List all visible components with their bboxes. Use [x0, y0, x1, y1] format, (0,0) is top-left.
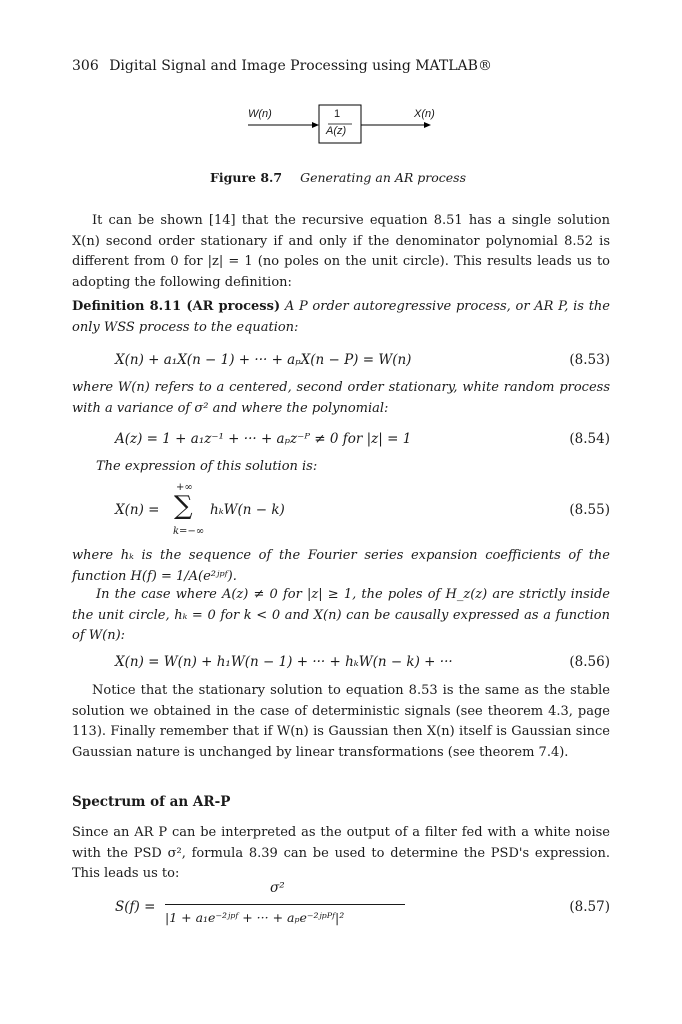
equation-number-8-55: (8.55) [569, 502, 610, 518]
spectrum-paragraph: Since an AR P can be interpreted as the output of a filter fed with a white noise with the PSD σ², formula 8.39 can be used to determine the PSD's expression. This leads us to: [72, 825, 610, 881]
definition-text: A P order autoregressive process, or AR P, is the only WSS process to the equation: [72, 299, 610, 335]
where-paragraph-2: where hₖ is the sequence of the Fourier series expansion coefficients of the function H(f) = 1/A(e²ʲᵖᶠ). [72, 548, 610, 584]
output-label: X(n) [414, 108, 435, 120]
notice-paragraph: Notice that the stationary solution to equation 8.53 is the same as the stable solution we obtained in the case of deterministic signals (see theorem 4.3, page 113). Finally remember that if W(n) is Gaussian then X(n) itself is Gaussian since Gaussian nature is unchanged by linear transformations (see theorem 7.4). [72, 683, 610, 760]
fraction-bar [165, 904, 405, 905]
equation-8-54: A(z) = 1 + a₁z⁻¹ + ··· + aₚz⁻ᴾ ≠ 0 for |z| = 1 [115, 431, 412, 447]
caption-label: Figure 8.7 [210, 170, 283, 185]
eq857-numerator: σ² [270, 880, 285, 896]
eq855-rhs: hₖW(n − k) [210, 502, 285, 518]
equation-number-8-54: (8.54) [569, 431, 610, 447]
where-paragraph-1: where W(n) refers to a centered, second order stationary, white random process with a variance of σ² and where the polynomial: [72, 380, 610, 416]
definition-block [72, 297, 610, 338]
definition-label: Definition 8.11 (AR process) [72, 299, 281, 314]
section-heading: Spectrum of an AR-P [72, 794, 231, 810]
case-paragraph: In the case where A(z) ≠ 0 for |z| ≥ 1, the poles of H_z(z) are strictly inside the unit circle, hₖ = 0 for k < 0 and X(n) can be causally expressed as a function of W(n): [72, 587, 610, 643]
equation-8-56: X(n) = W(n) + h₁W(n − 1) + ··· + hₖW(n − k) + ··· [115, 654, 453, 670]
block-numerator: 1 [334, 108, 341, 120]
intro-paragraph: It can be shown [14] that the recursive equation 8.51 has a single solution X(n) second order stationary if and only if the denominator polynomial 8.52 is different from 0 for |z| = 1 (no poles on the unit circle). This results leads us to adopting the following definition: [72, 213, 610, 290]
eq857-lhs: S(f) = [115, 899, 156, 915]
solution-intro: The expression of this solution is: [96, 459, 318, 474]
page-number: 306 [72, 58, 99, 74]
eq855-lhs: X(n) = [115, 502, 160, 518]
equation-8-53: X(n) + a₁X(n − 1) + ··· + aₚX(n − P) = W(n) [115, 352, 412, 368]
equation-number-8-53: (8.53) [569, 352, 610, 368]
eq857-denominator: |1 + a₁e⁻²ʲᵖᶠ + ··· + aₚe⁻²ʲᵖᴾᶠ|² [165, 910, 345, 925]
caption-text: Generating an AR process [300, 170, 467, 185]
eq855-sum-symbol: ∑ [174, 491, 193, 521]
eq855-sum-top: +∞ [176, 482, 193, 493]
page-header [72, 58, 492, 74]
equation-number-8-57: (8.57) [569, 899, 610, 915]
block-denominator: A(z) [326, 125, 347, 137]
input-label: W(n) [248, 108, 272, 120]
eq855-sum-bottom: k=−∞ [173, 526, 205, 537]
equation-number-8-56: (8.56) [569, 654, 610, 670]
running-title: Digital Signal and Image Processing using MATLAB® [109, 58, 492, 74]
figure-caption [210, 170, 466, 185]
